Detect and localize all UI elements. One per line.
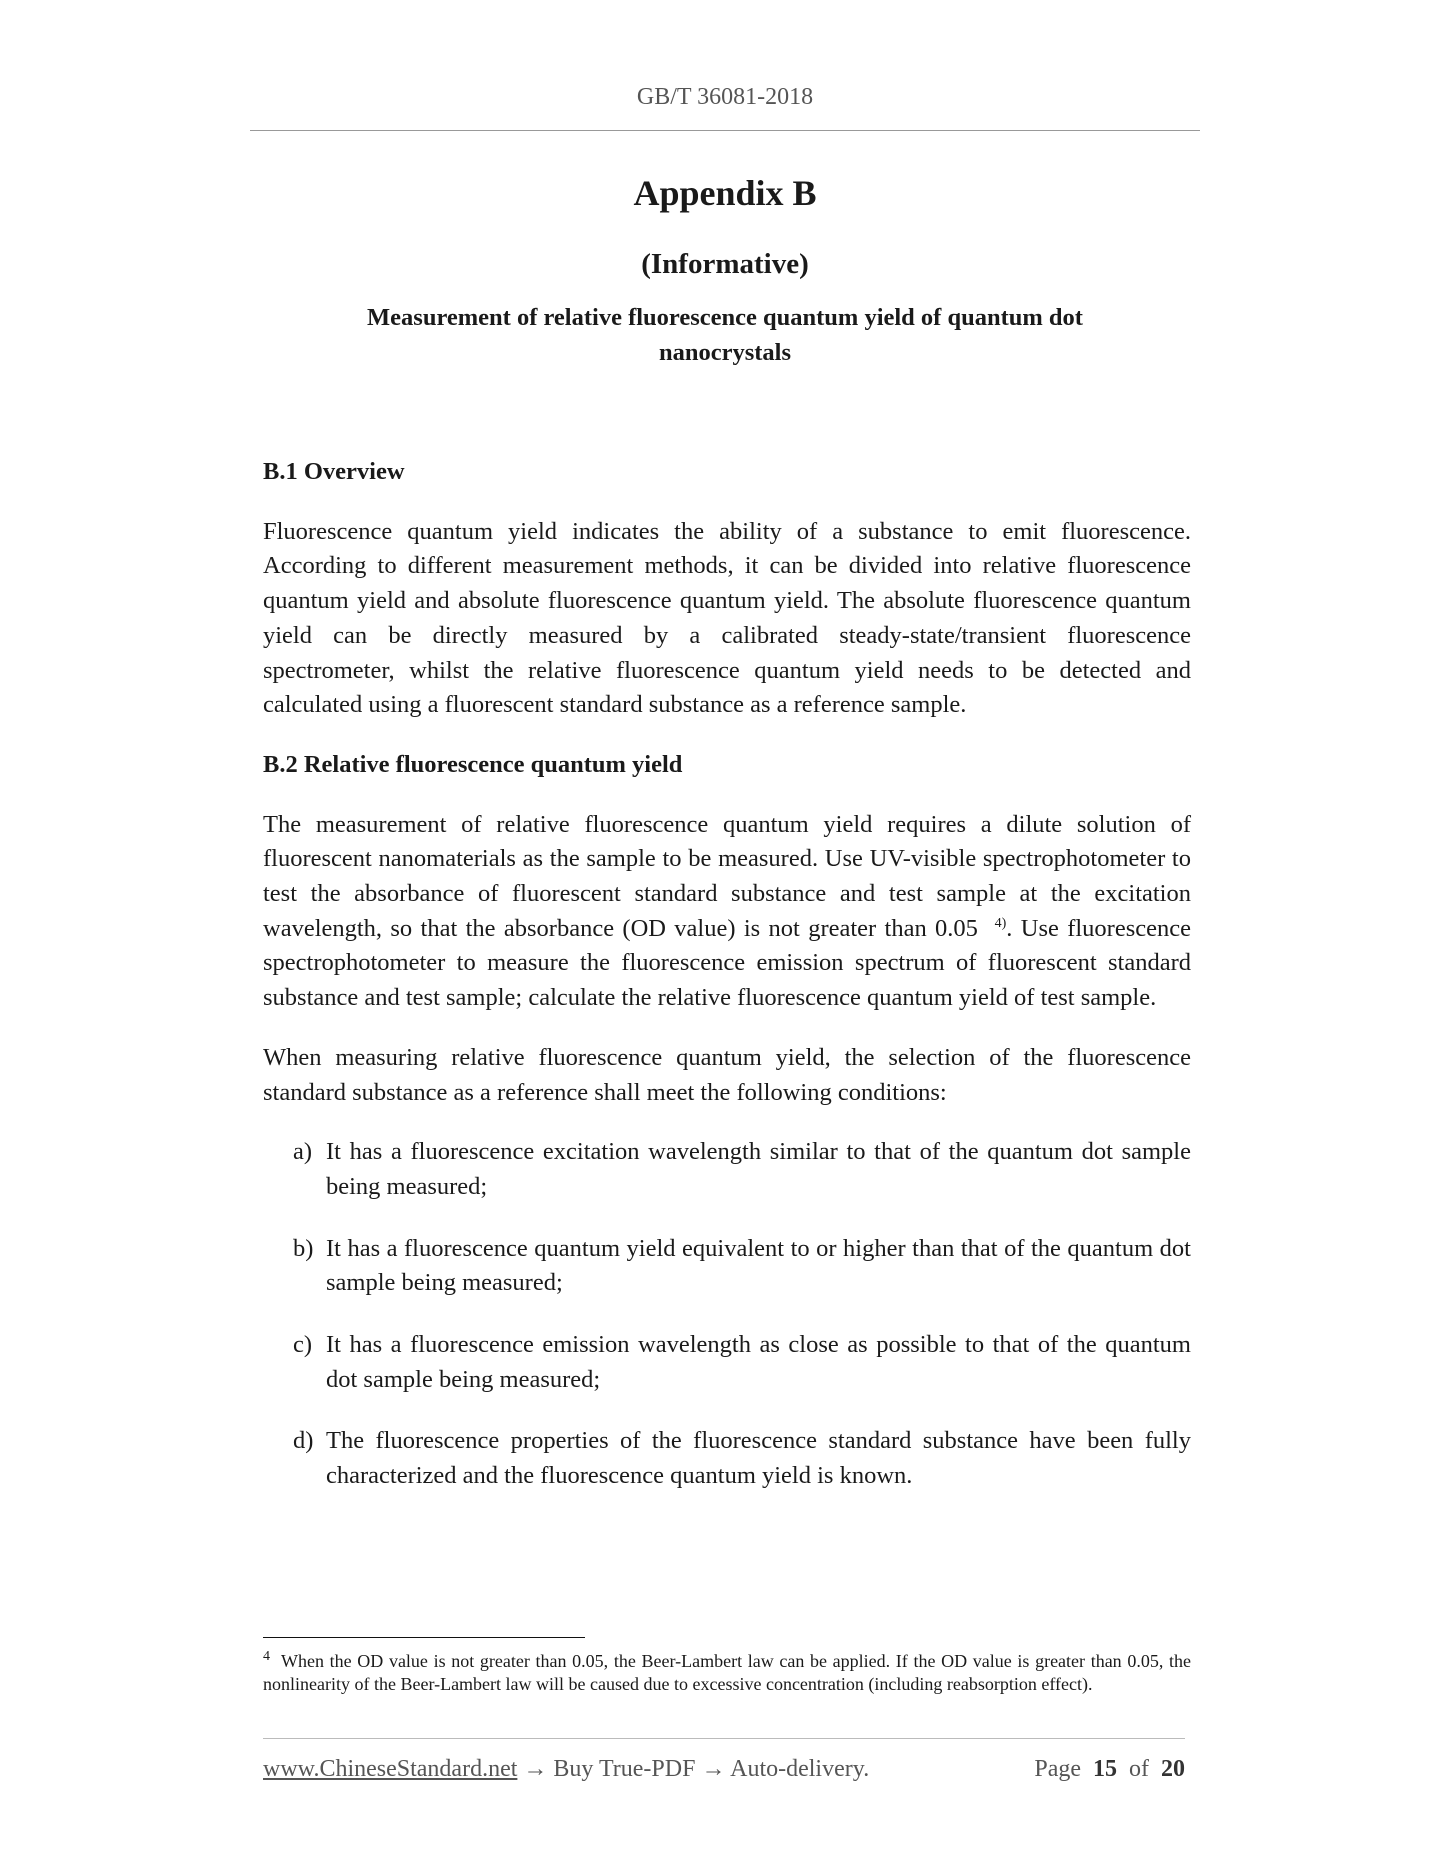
page-of: of [1129,1756,1149,1782]
page-total: 20 [1161,1756,1185,1782]
footer-tagline: → Buy True-PDF → Auto-delivery. [517,1756,870,1782]
footnote-mark: 4 [263,1649,270,1664]
page-footer [263,1756,1185,1783]
appendix-description [310,300,1140,370]
appendix-description-line1: Measurement of relative fluorescence quantum yield of quantum dot [367,304,1083,331]
list-item [293,1424,1191,1493]
header-rule [250,130,1200,131]
section-b2-paragraph-1 [263,808,1191,1016]
paragraph-text: . Use fluorescence spectrophotometer to measure the fluorescence emission spectrum of fluorescent standard substance and test sample; calculate the relative fluorescence quantum yield of test sample. [263,914,1191,1012]
conditions-list [263,1135,1191,1494]
list-marker: b) [293,1234,314,1262]
list-item [293,1135,1191,1204]
body-content [263,455,1191,1521]
list-item-text: It has a fluorescence excitation wavelength similar to that of the quantum dot sample being measured; [326,1138,1191,1200]
list-item-text: The fluorescence properties of the fluorescence standard substance have been fully characterized and the fluorescence quantum yield is known. [326,1427,1191,1490]
list-item [293,1328,1191,1397]
footnote-reference[interactable]: 4) [994,915,1007,931]
footnote [263,1650,1191,1696]
website-link[interactable]: www.ChineseStandard.net [263,1756,518,1782]
list-marker: d) [293,1427,314,1455]
page-indicator [1034,1756,1185,1783]
list-item [293,1232,1191,1301]
page-label: Page [1034,1756,1081,1782]
list-item-text: It has a fluorescence quantum yield equivalent to or higher than that of the quantum dot sample being measured; [326,1234,1191,1297]
list-item-text: It has a fluorescence emission wavelength as close as possible to that of the quantum dot sample being measured; [326,1331,1191,1393]
list-marker: c) [293,1331,313,1359]
section-b1-paragraph: Fluorescence quantum yield indicates the ability of a substance to emit fluorescence. According to different measurement methods, it can be divided into relative fluorescence quantum yield and absolute fluorescence quantum yield. The absolute fluorescence quantum yield can be directly measured by a calibrated steady-state/transient fluorescence spectrometer, whilst the relative fluorescence quantum yield needs to be detected and calculated using a fluorescent standard substance as a reference sample. [263,517,1191,719]
appendix-title: Appendix B [633,173,817,213]
appendix-subtitle: (Informative) [641,248,809,280]
section-b1-heading: B.1 Overview [263,458,405,485]
footer-rule [263,1738,1185,1739]
footnote-rule [263,1637,585,1638]
page-current: 15 [1093,1756,1117,1782]
paragraph-text: The measurement of relative fluorescence quantum yield requires a dilute solution of fluorescent nanomaterials as the sample to be measured. Use UV-visible spectrophotometer to test the absorbance of fluorescent standard substance and test sample at the excitation wavelength, so that the absorbance (OD value) is not greater than 0.05 [263,810,1191,942]
list-marker: a) [293,1138,313,1166]
footnote-text: When the OD value is not greater than 0.05, the Beer-Lambert law can be applied. If the OD value is greater than 0.05, the nonlinearity of the Beer-Lambert law will be caused due to excessive concentration (including reabsorption effect). [263,1651,1191,1694]
appendix-description-line2: nanocrystals [658,339,792,366]
section-b2-heading: B.2 Relative fluorescence quantum yield [263,750,683,778]
section-b2-paragraph-2: When measuring relative fluorescence quantum yield, the selection of the fluorescence standard substance as a reference shall meet the following conditions: [263,1043,1191,1106]
document-code-header: GB/T 36081-2018 [636,84,814,110]
